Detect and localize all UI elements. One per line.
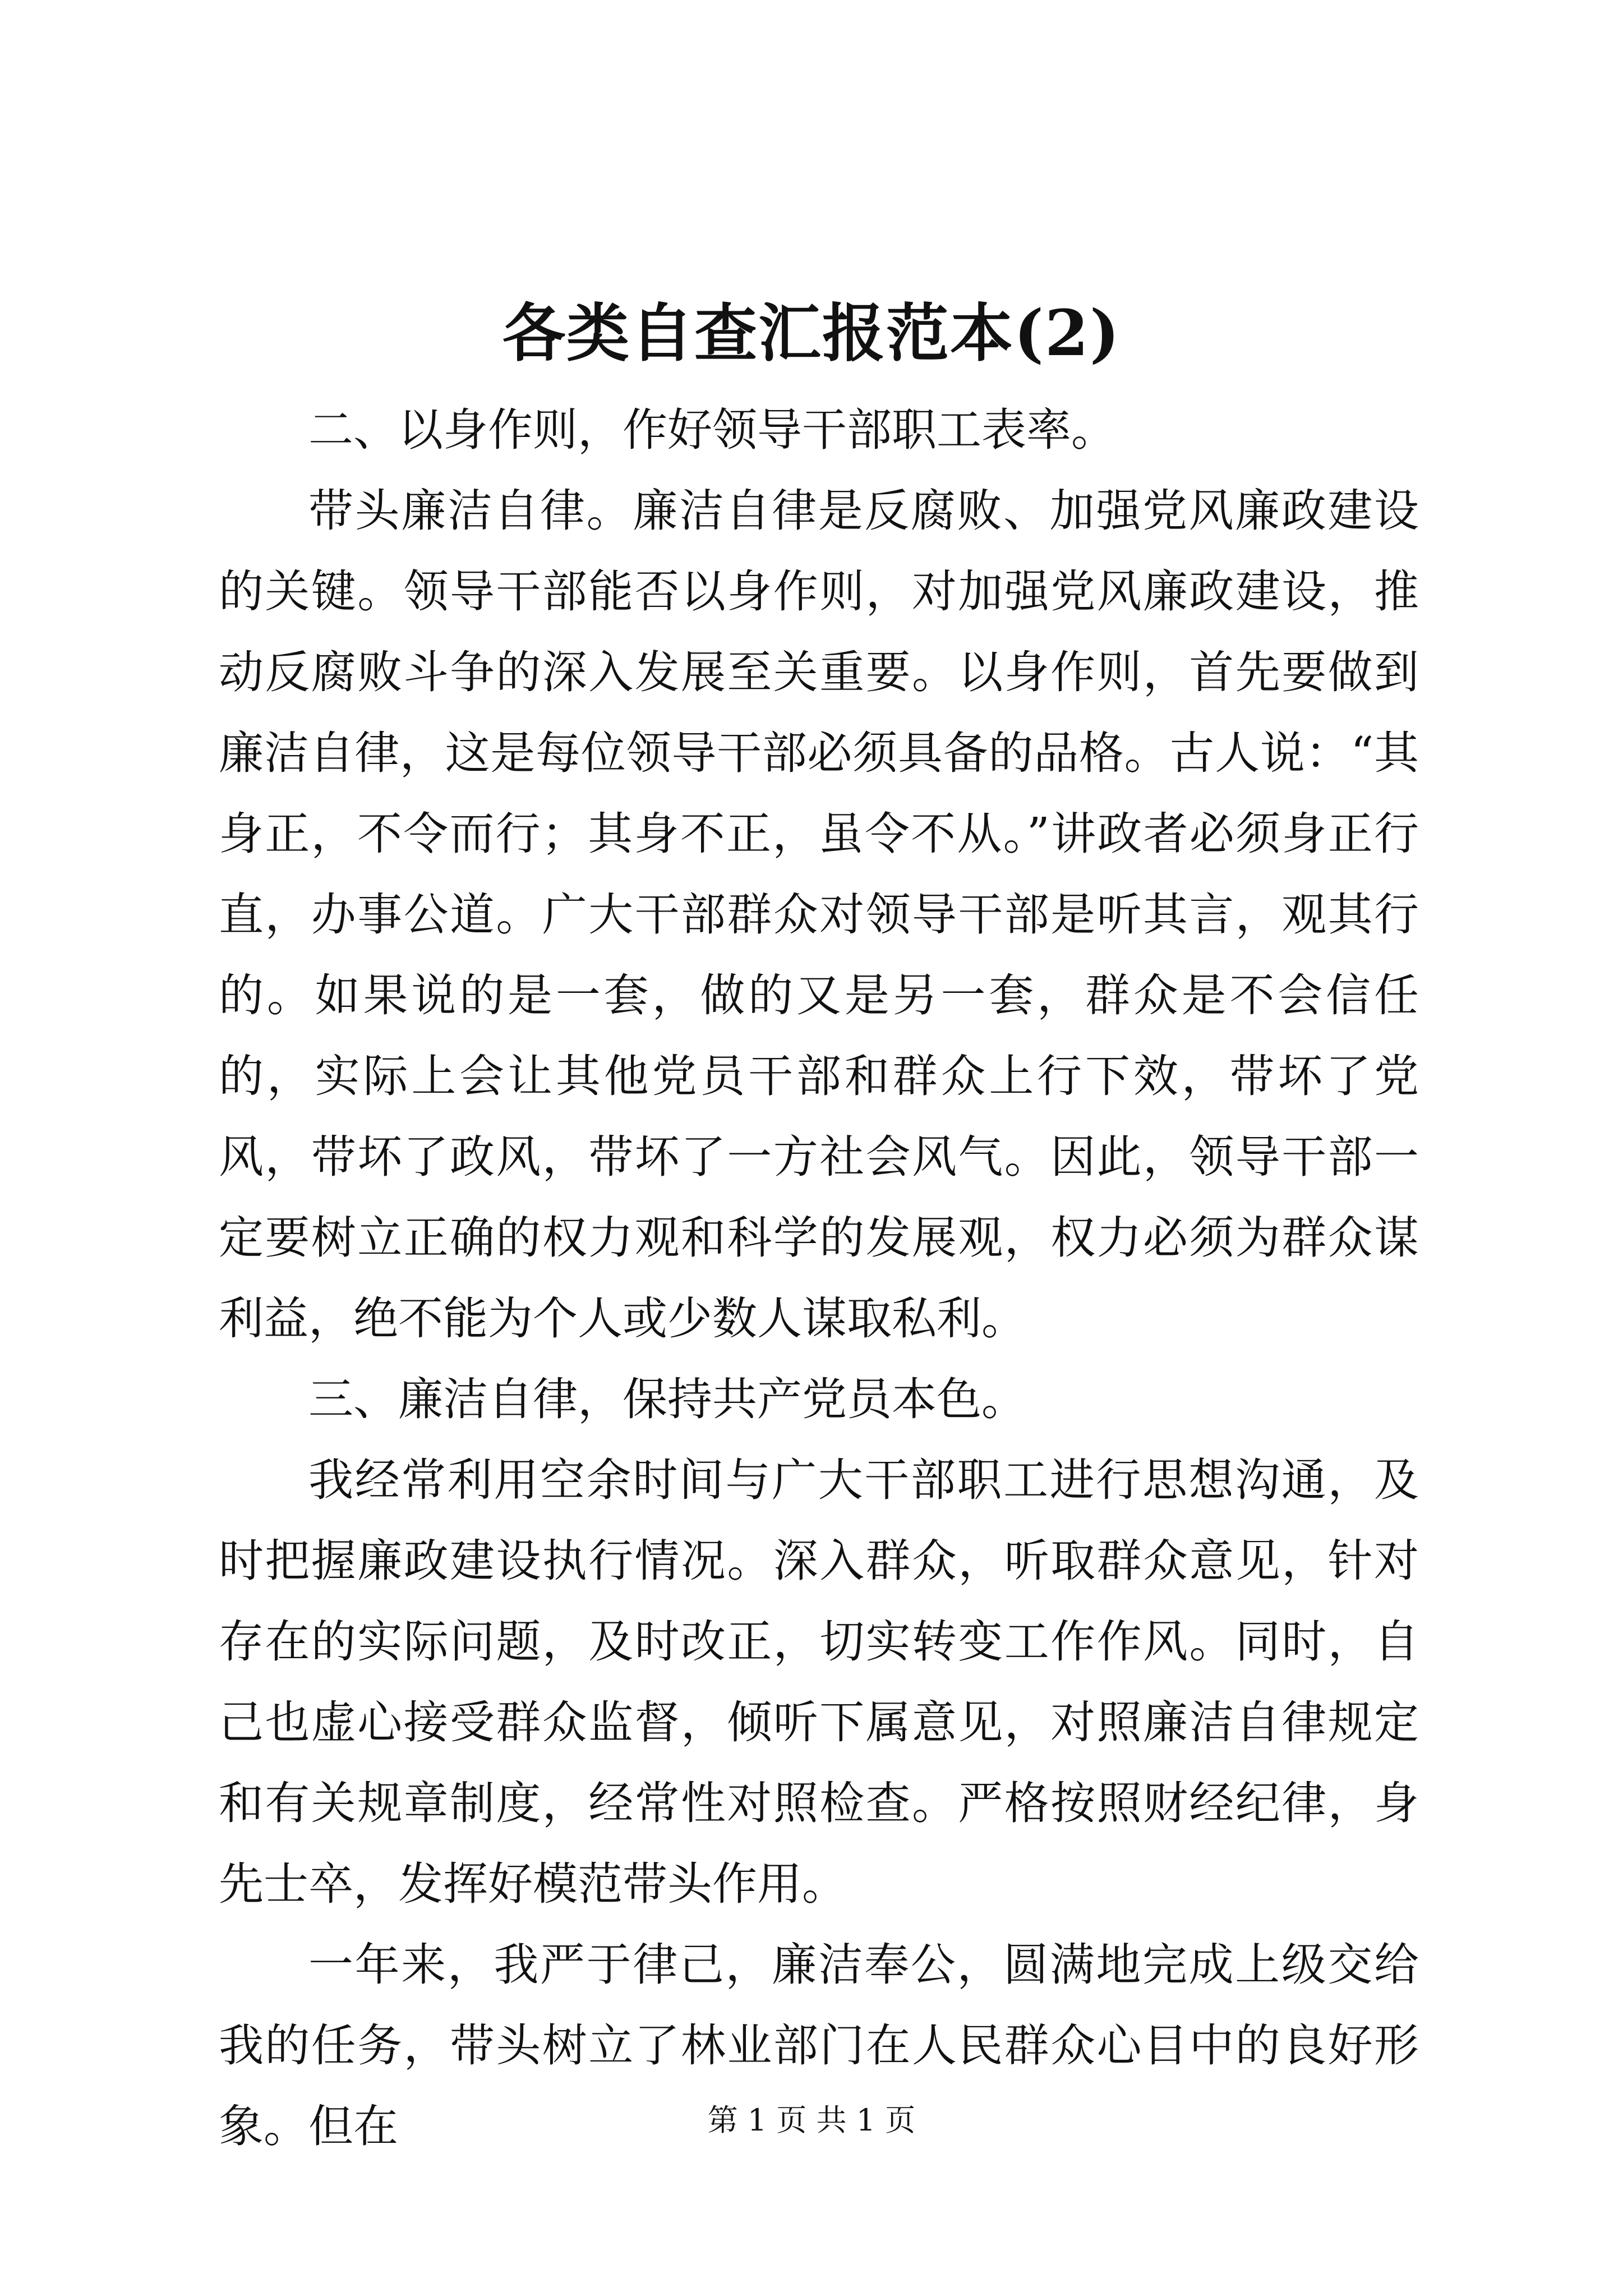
paragraph-lead-by-example: 带头廉洁自律。廉洁自律是反腐败、加强党风廉政建设的关键。领导干部能否以身作则，对加强党风廉政建设，推动反腐败斗争的深入发展至关重要。以身作则，首先要做到廉洁自律，这是每位领导干部必须具备的品格。古人说：“其身正，不令而行；其身不正，虽令不从。”讲政者必须身正行直，办事公道。广大干部群众对领导干部是听其言，观其行的。如果说的是一套，做的又是另一套，群众是不会信任的，实际上会让其他党员干部和群众上行下效，带坏了党风，带坏了政风，带坏了一方社会风气。因此，领导干部一定要树立正确的权力观和科学的发展观，权力必须为群众谋利益，绝不能为个人或少数人谋取私利。 [219,485,1419,1345]
paragraph-communication: 我经常利用空余时间与广大干部职工进行思想沟通，及时把握廉政建设执行情况。深入群众，听取群众意见，针对存在的实际问题，及时改正，切实转变工作作风。同时，自己也虚心接受群众监督，倾听下属意见，对照廉洁自律规定和有关规章制度，经常性对照检查。严格按照财经纪律，身先士卒，发挥好模范带头作用。 [219,1454,1419,1910]
paragraph-heading-2: 二、以身作则，作好领导干部职工表率。 [308,404,1116,456]
document-body [219,390,1419,2167]
paragraph-year-summary: 一年来，我严于律己，廉洁奉公，圆满地完成上级交给我的任务，带头树立了林业部门在人民群众心目中的良好形象。但在 [219,1939,1419,2152]
page-footer: 第 1 页 共 1 页 [707,2102,916,2138]
document-title: 各类自查汇报范本(2) [502,297,1121,370]
paragraph-heading-3: 三、廉洁自律，保持共产党员本色。 [308,1373,1026,1425]
